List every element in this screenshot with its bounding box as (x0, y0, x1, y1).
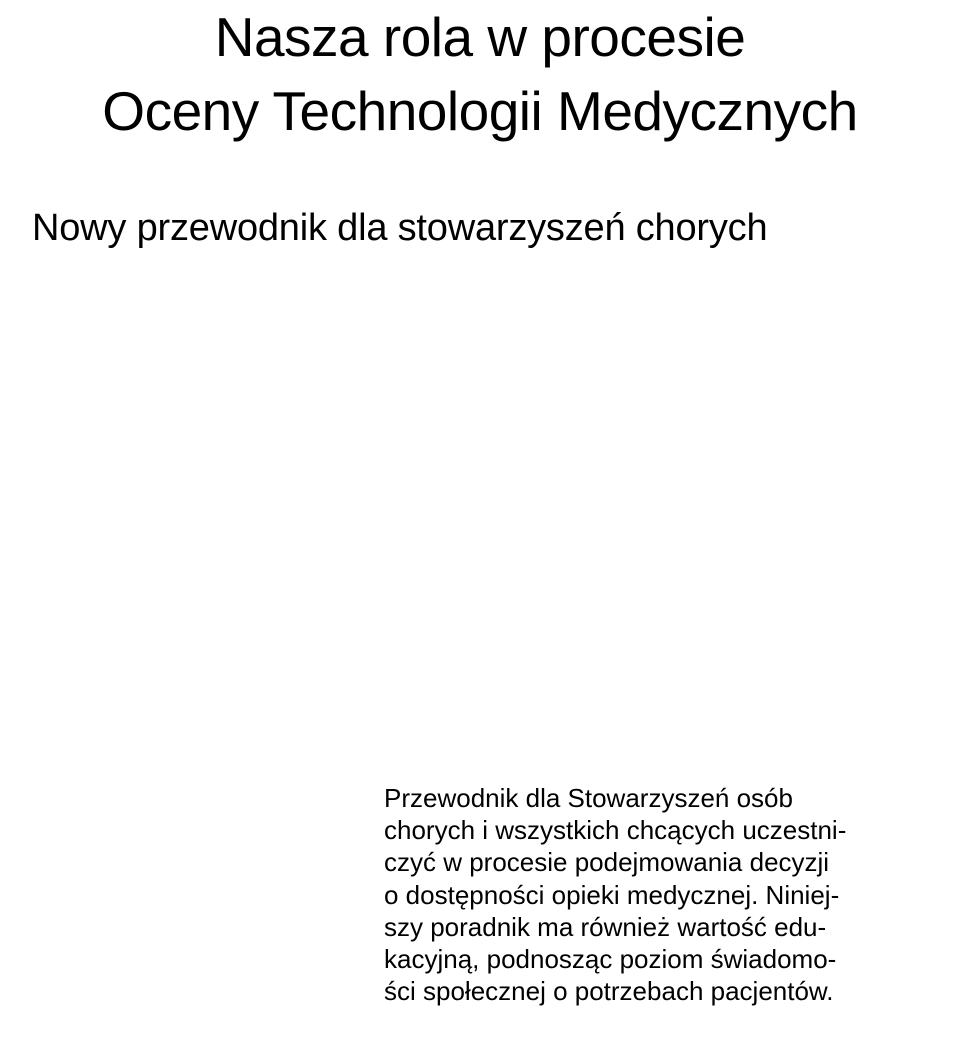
description-line: szy poradnik ma również wartość edu- (384, 911, 827, 942)
description-line: czyć w procesie podejmowania decyzji (384, 847, 830, 878)
title-line: Nasza rola w procesie (214, 6, 746, 68)
description-line: o dostępności opieki medycznej. Niniej- (384, 879, 840, 910)
document-title (0, 0, 960, 148)
title-line: Oceny Technologii Medycznych (102, 80, 858, 142)
document-subtitle: Nowy przewodnik dla stowarzyszeń chorych (32, 207, 768, 249)
description-line: chorych i wszystkich chcących uczestni- (384, 815, 847, 846)
description-line: kacyjną, podnosząc poziom świadomo- (384, 944, 837, 975)
description-line: Przewodnik dla Stowarzyszeń osób (384, 783, 793, 813)
description-line: ści społecznej o potrzebach pacjentów. (384, 976, 834, 1007)
description-paragraph (384, 782, 960, 1007)
